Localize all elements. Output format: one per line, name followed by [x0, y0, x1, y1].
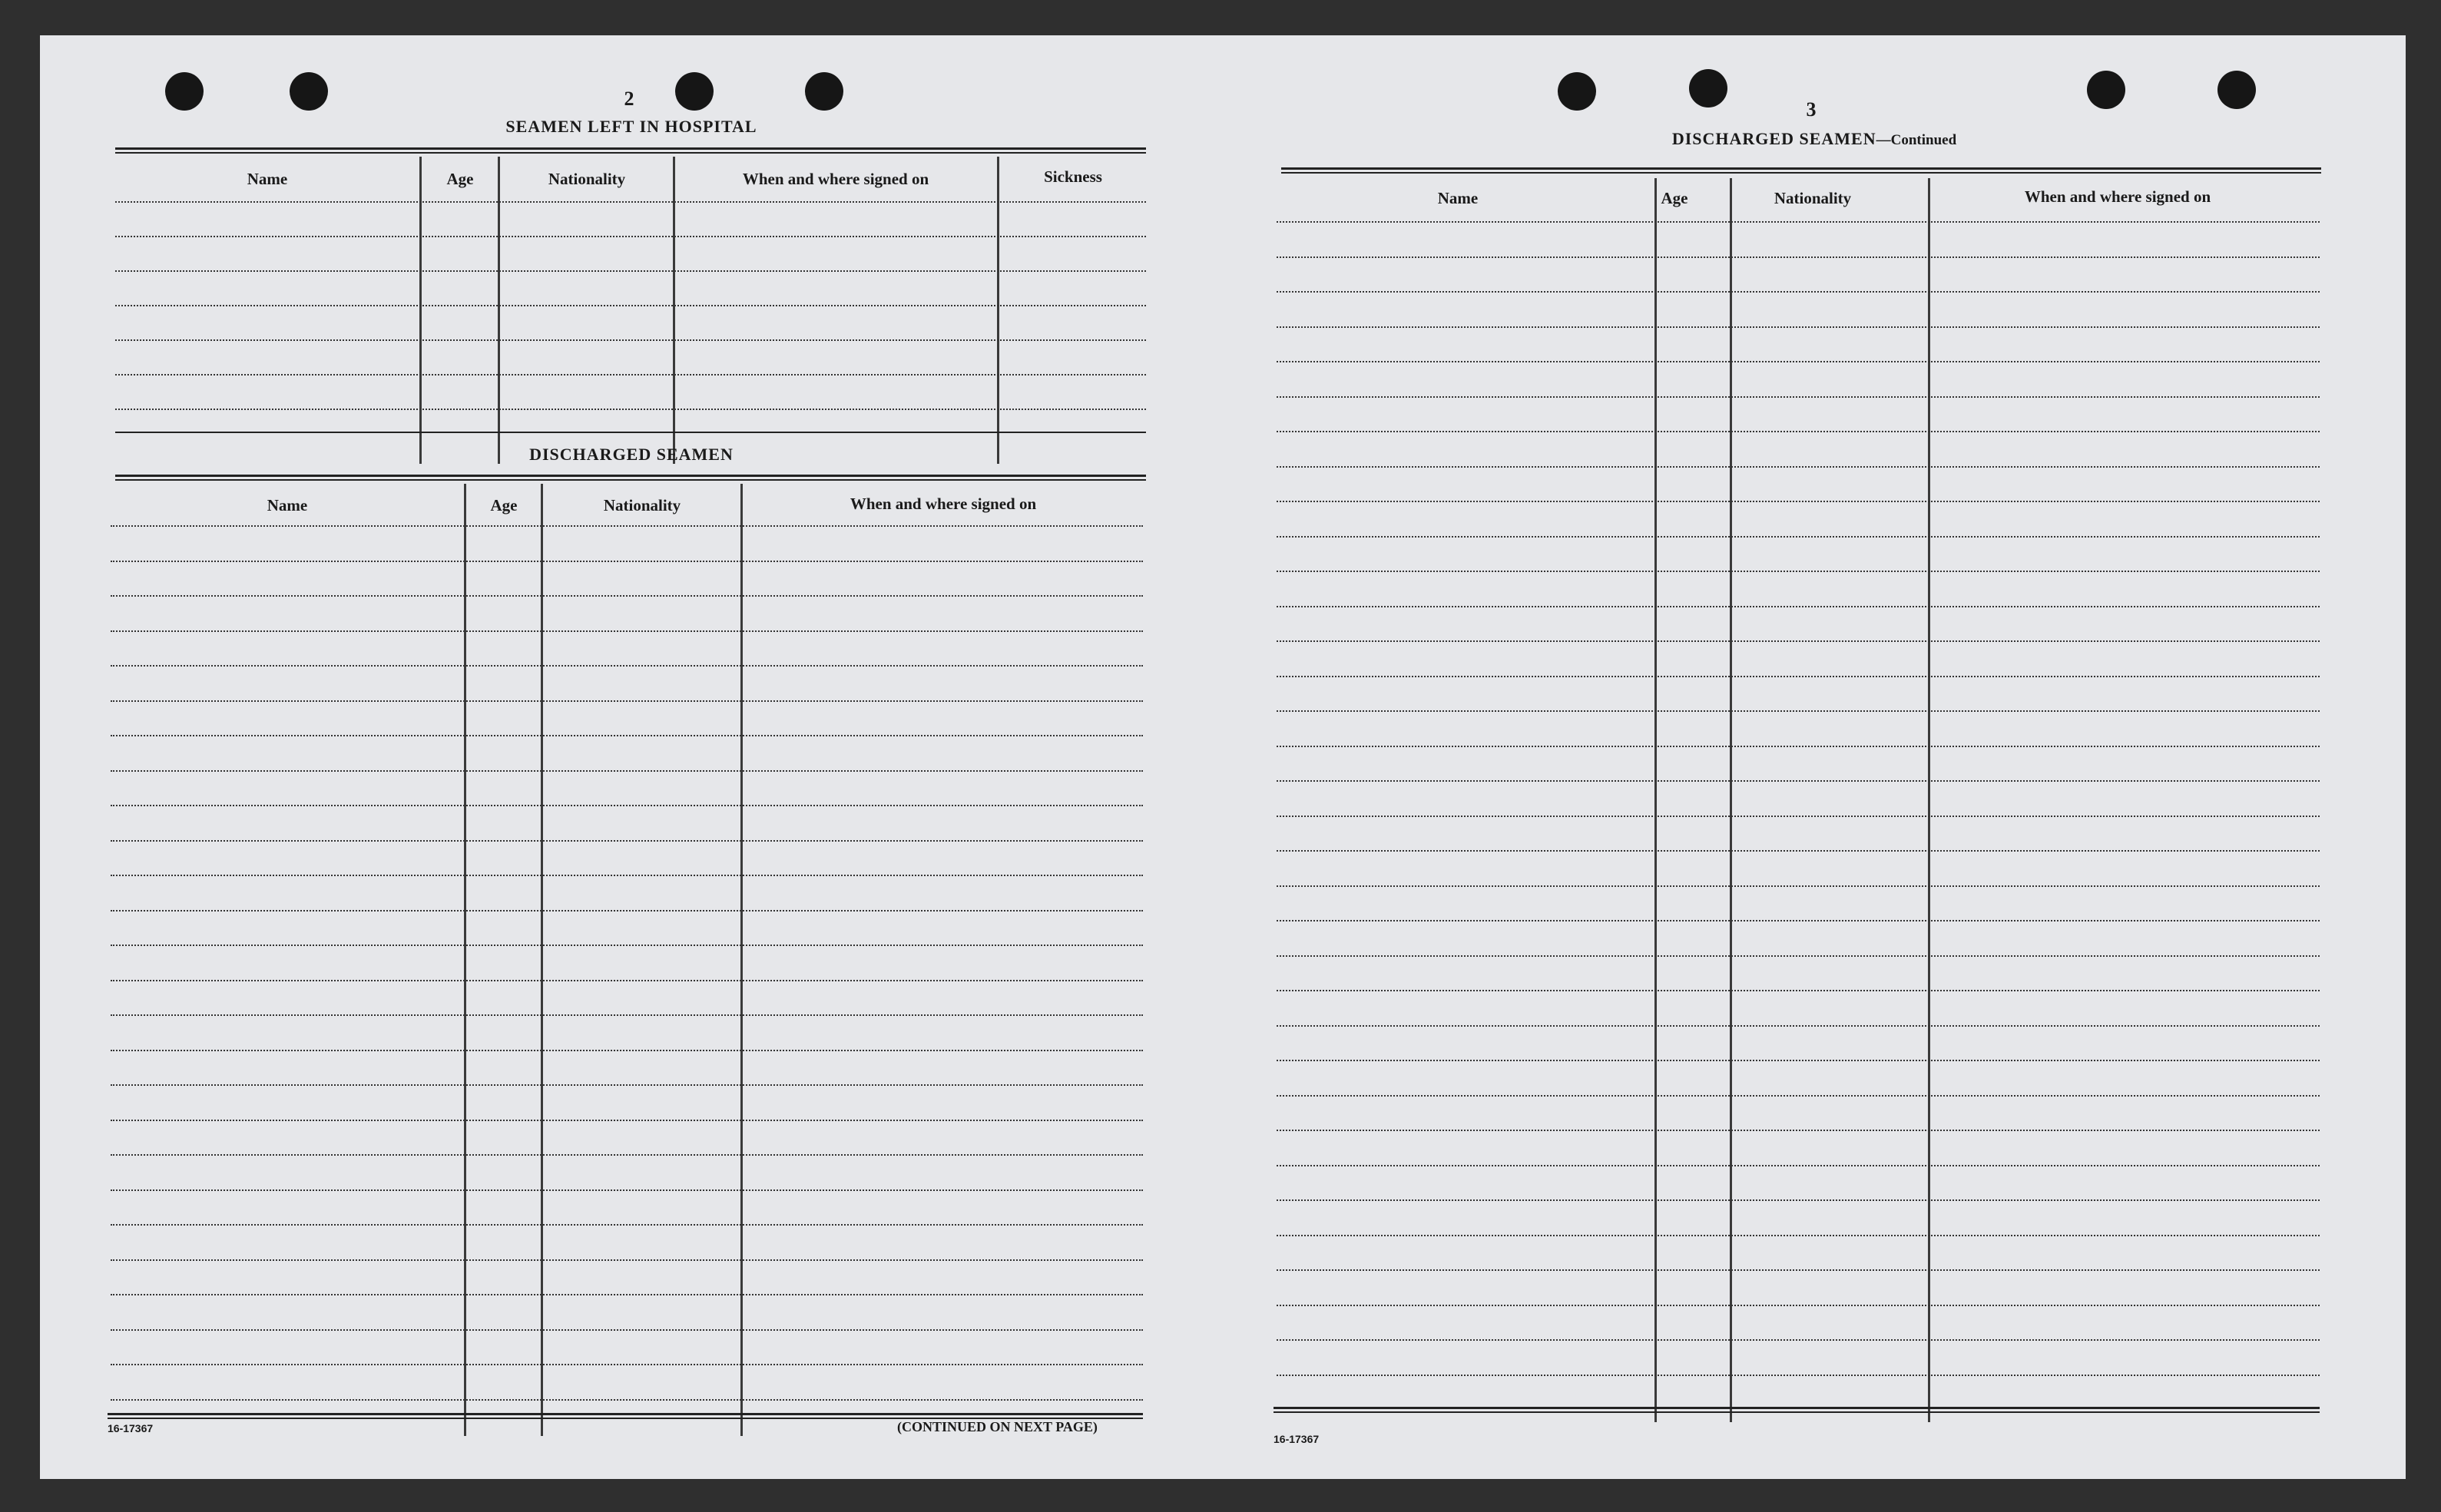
- ruled-row-line: [111, 561, 1143, 562]
- double-rule: [115, 147, 1146, 150]
- ruled-row-line: [1277, 501, 2320, 502]
- ruled-row-line: [1277, 606, 2320, 607]
- punch-hole: [2087, 71, 2125, 109]
- ruled-row-line: [1277, 885, 2320, 887]
- double-rule: [115, 152, 1146, 154]
- column-header-name: Name: [267, 496, 308, 514]
- ruled-row-line: [111, 875, 1143, 876]
- column-divider: [464, 484, 466, 1436]
- ruled-row-line: [115, 236, 1146, 237]
- ruled-row-line: [1277, 1025, 2320, 1027]
- ruled-row-line: [111, 1224, 1143, 1226]
- column-header-nationality: Nationality: [1774, 189, 1852, 207]
- section-title-suffix: —Continued: [1876, 132, 1957, 148]
- ruled-row-line: [111, 525, 1143, 527]
- column-divider: [419, 157, 422, 464]
- column-header-sickness: Sickness: [1044, 167, 1102, 186]
- ruled-row-line: [111, 770, 1143, 772]
- ruled-row-line: [115, 270, 1146, 272]
- ruled-row-line: [1277, 1130, 2320, 1131]
- ruled-row-line: [111, 1154, 1143, 1156]
- ruled-row-line: [111, 1364, 1143, 1365]
- column-header-age: Age: [490, 496, 518, 514]
- punch-hole: [290, 72, 328, 111]
- ruled-row-line: [115, 374, 1146, 376]
- column-divider: [498, 157, 500, 464]
- ruled-row-line: [1277, 326, 2320, 328]
- ruled-row-line: [111, 1259, 1143, 1261]
- ruled-row-line: [1277, 1375, 2320, 1376]
- double-rule: [1281, 167, 2321, 170]
- section-title-hospital: SEAMEN LEFT IN HOSPITAL: [505, 117, 757, 136]
- table-bottom-rule: [1273, 1407, 2320, 1409]
- ruled-row-line: [1277, 361, 2320, 362]
- column-header-signed-on: When and where signed on: [2024, 187, 2211, 206]
- ruled-row-line: [111, 1329, 1143, 1331]
- punch-hole: [805, 72, 843, 111]
- ruled-row-line: [1277, 1339, 2320, 1341]
- ruled-row-line: [1277, 1235, 2320, 1236]
- ruled-row-line: [115, 305, 1146, 306]
- column-divider: [997, 157, 999, 464]
- ruled-row-line: [111, 700, 1143, 702]
- ruled-row-line: [111, 980, 1143, 981]
- ruled-row-line: [111, 805, 1143, 806]
- column-header-signed-on: When and where signed on: [850, 495, 1037, 513]
- punch-hole: [675, 72, 714, 111]
- punch-hole: [1558, 72, 1596, 111]
- punch-hole: [1689, 69, 1727, 108]
- column-divider: [740, 484, 743, 1436]
- ruled-row-line: [111, 665, 1143, 667]
- table-bottom-rule: [1273, 1411, 2320, 1413]
- ruled-row-line: [111, 1050, 1143, 1051]
- punch-hole: [165, 72, 204, 111]
- page-number: 2: [624, 88, 634, 110]
- document-sheet: [40, 35, 2406, 1479]
- ruled-row-line: [1277, 256, 2320, 258]
- ruled-row-line: [1277, 536, 2320, 538]
- ruled-row-line: [1277, 571, 2320, 572]
- ruled-row-line: [1277, 746, 2320, 747]
- column-divider: [541, 484, 543, 1436]
- ruled-row-line: [115, 339, 1146, 341]
- ruled-row-line: [1277, 710, 2320, 712]
- ruled-row-line: [1277, 396, 2320, 398]
- ruled-row-line: [1277, 466, 2320, 468]
- ruled-row-line: [1277, 676, 2320, 677]
- ruled-row-line: [1277, 990, 2320, 991]
- continued-note: (CONTINUED ON NEXT PAGE): [897, 1419, 1098, 1434]
- ruled-row-line: [115, 409, 1146, 410]
- double-rule: [115, 479, 1146, 481]
- section-title-discharged-continued: [1576, 129, 2052, 149]
- column-header-name: Name: [1437, 189, 1479, 207]
- column-header-signed-on: When and where signed on: [742, 170, 929, 188]
- ruled-row-line: [1277, 780, 2320, 782]
- double-rule: [115, 475, 1146, 477]
- ruled-row-line: [111, 630, 1143, 632]
- column-header-age: Age: [1661, 189, 1688, 207]
- ruled-row-line: [1277, 1199, 2320, 1201]
- table-bottom-rule: [115, 432, 1146, 433]
- ruled-row-line: [111, 1399, 1143, 1401]
- ruled-row-line: [111, 1294, 1143, 1295]
- section-title-discharged: DISCHARGED SEAMEN: [529, 445, 734, 464]
- ruled-row-line: [1277, 955, 2320, 957]
- ruled-row-line: [1277, 640, 2320, 642]
- column-header-age: Age: [446, 170, 474, 188]
- form-number: 16-17367: [108, 1422, 154, 1434]
- column-divider: [673, 157, 675, 464]
- column-header-nationality: Nationality: [548, 170, 626, 188]
- ruled-row-line: [115, 201, 1146, 203]
- form-number: 16-17367: [1273, 1433, 1320, 1445]
- double-rule: [1281, 172, 2321, 174]
- ruled-row-line: [1277, 1305, 2320, 1306]
- punch-hole: [2217, 71, 2256, 109]
- ruled-row-line: [1277, 431, 2320, 432]
- ruled-row-line: [111, 595, 1143, 597]
- ruled-row-line: [1277, 816, 2320, 817]
- ruled-row-line: [111, 1014, 1143, 1016]
- column-header-name: Name: [247, 170, 288, 188]
- ruled-row-line: [1277, 1165, 2320, 1166]
- ruled-row-line: [1277, 850, 2320, 852]
- ruled-row-line: [1277, 1060, 2320, 1061]
- ruled-row-line: [111, 1189, 1143, 1191]
- ruled-row-line: [111, 840, 1143, 842]
- ruled-row-line: [1277, 1269, 2320, 1271]
- table-bottom-rule: [108, 1413, 1143, 1415]
- ruled-row-line: [111, 1120, 1143, 1121]
- ruled-row-line: [1277, 291, 2320, 293]
- ruled-row-line: [1277, 221, 2320, 223]
- section-title-text: DISCHARGED SEAMEN: [1671, 129, 1876, 148]
- ruled-row-line: [111, 1084, 1143, 1086]
- ruled-row-line: [1277, 920, 2320, 921]
- page-number: 3: [1806, 98, 1817, 121]
- ruled-row-line: [1277, 1095, 2320, 1097]
- ruled-row-line: [111, 910, 1143, 912]
- ruled-row-line: [111, 735, 1143, 736]
- column-header-nationality: Nationality: [603, 496, 681, 514]
- ruled-row-line: [111, 945, 1143, 946]
